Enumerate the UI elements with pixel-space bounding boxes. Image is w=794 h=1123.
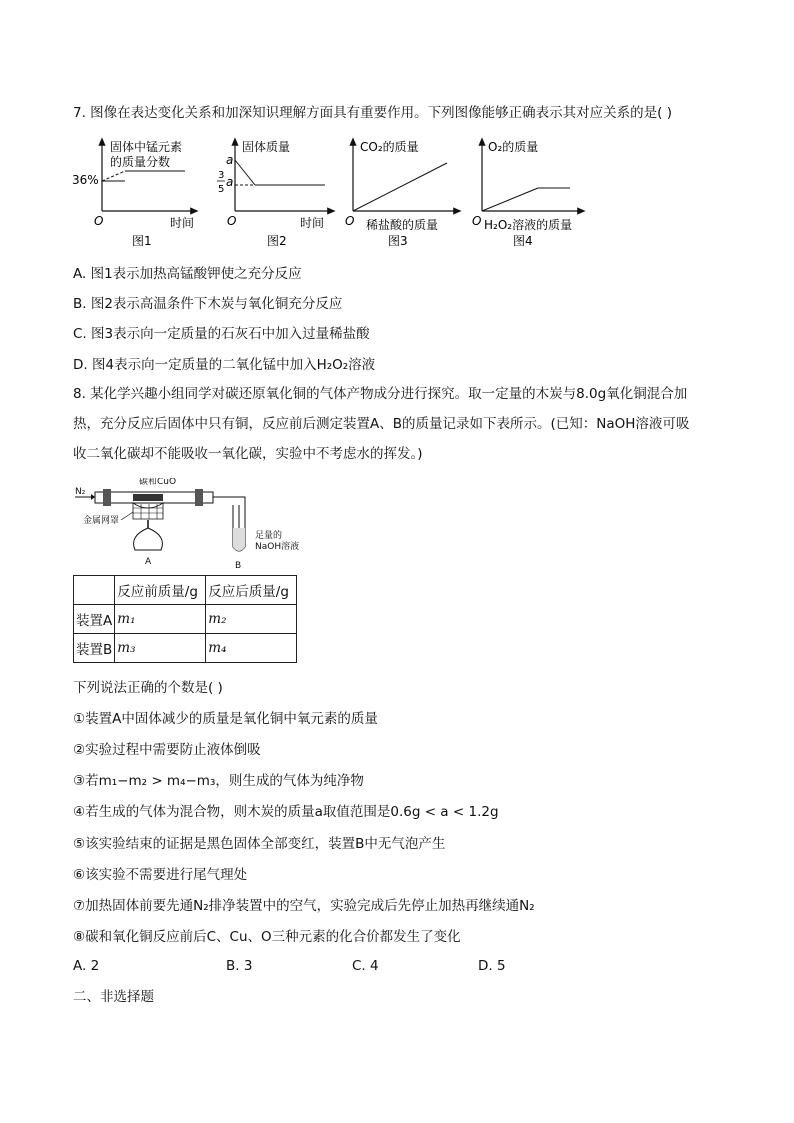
fig4-rise-line xyxy=(482,188,538,211)
table-row xyxy=(74,634,297,663)
label-a: A xyxy=(145,557,152,567)
statement-7: ⑦加热固体前要先通N₂排净装置中的空气，实验完成后先停止加热再继续通N₂ xyxy=(73,898,535,914)
section-heading: 二、非选择题 xyxy=(73,989,154,1005)
table-cell: m₃ xyxy=(115,634,206,663)
mass-table xyxy=(73,575,297,663)
alcohol-lamp xyxy=(134,528,163,550)
fig1-origin: O xyxy=(94,214,104,228)
statement-8: ⑧碳和氧化铜反应前后C、Cu、O三种元素的化合价都发生了变化 xyxy=(73,929,461,945)
question-8-line-2: 热，充分反应后固体中只有铜，反应前后测定装置A、B的质量记录如下表所示。(已知：NaOH溶液可吸 xyxy=(73,416,690,432)
q7-option-b: B. 图2表示高温条件下木炭与氧化铜充分反应 xyxy=(73,296,343,312)
fig2-frac-a: a xyxy=(226,175,234,189)
fig2-origin: O xyxy=(227,214,237,228)
question-8-line-1: 8. 某化学兴趣小组同学对碳还原氧化铜的气体产物成分进行探究。取一定量的木炭与8.0g氧化铜混合加 xyxy=(73,386,688,402)
q7-option-d: D. 图4表示向一定质量的二氧化锰中加入H₂O₂溶液 xyxy=(73,357,376,373)
table-header-row xyxy=(74,576,297,605)
figure-4 xyxy=(472,139,582,248)
naoh-label-1: 足量的 xyxy=(255,531,283,541)
fig1-ylabel-1: 固体中锰元素 xyxy=(110,140,183,154)
fig2-frac-num: 3 xyxy=(218,170,225,181)
statement-1: ①装置A中固体减少的质量是氧化铜中氧元素的质量 xyxy=(73,711,378,727)
fig2-ylabel: 固体质量 xyxy=(242,140,291,154)
statement-6: ⑥该实验不需要进行尾气理处 xyxy=(73,867,248,883)
table-cell: m₄ xyxy=(206,634,297,663)
question-7-stem: 7. 图像在表达变化关系和加深知识理解方面具有重要作用。下列图像能够正确表示其对应关系的是( ) xyxy=(73,105,672,121)
table-cell: m₂ xyxy=(206,605,297,634)
answer-a: A. 2 xyxy=(73,958,100,974)
top-label: 碳和CuO xyxy=(139,478,177,487)
fig4-origin: O xyxy=(472,214,482,228)
fig2-frac-den: 5 xyxy=(218,184,225,195)
apparatus-diagram xyxy=(73,478,333,570)
answer-b: B. 3 xyxy=(226,958,253,974)
table-cell: 装置B xyxy=(74,634,115,663)
fig3-ylabel: CO₂的质量 xyxy=(360,140,419,154)
mesh-cover xyxy=(133,503,163,519)
fig2-drop-line xyxy=(235,160,255,185)
fig2-tick-a: a xyxy=(226,153,234,167)
table-cell: m₁ xyxy=(115,605,206,634)
figure-3 xyxy=(345,139,458,248)
table-header-cell: 反应前质量/g xyxy=(115,576,206,605)
fig2-xlabel: 时间 xyxy=(300,216,325,230)
fig4-xlabel: H₂O₂溶液的质量 xyxy=(484,218,573,232)
fig2-caption: 图2 xyxy=(267,234,287,248)
statement-2: ②实验过程中需要防止液体倒吸 xyxy=(73,742,261,758)
figure-2 xyxy=(217,139,332,248)
q8-prompt: 下列说法正确的个数是( ) xyxy=(73,680,223,696)
fig1-caption: 图1 xyxy=(132,234,152,248)
statement-3: ③若m₁−m₂ > m₄−m₃，则生成的气体为纯净物 xyxy=(73,773,364,789)
fig3-caption: 图3 xyxy=(388,234,408,248)
fig1-ylabel-2: 的质量分数 xyxy=(110,155,171,169)
fig4-ylabel: O₂的质量 xyxy=(488,140,539,154)
table-cell: 装置A xyxy=(74,605,115,634)
fig3-xlabel: 稀盐酸的质量 xyxy=(366,218,439,232)
mesh-label: 金属网罩 xyxy=(83,516,120,526)
n2-label: N₂ xyxy=(75,487,86,497)
naoh-solution xyxy=(233,528,245,551)
n2-arrow-head xyxy=(91,494,95,500)
fig3-line xyxy=(353,163,447,211)
fig3-origin: O xyxy=(345,214,355,228)
figure-1 xyxy=(72,139,195,248)
naoh-label-2: NaOH溶液 xyxy=(255,542,300,552)
fig1-xlabel: 时间 xyxy=(170,216,195,230)
question-7-figures xyxy=(70,133,590,251)
table-row xyxy=(74,605,297,634)
q7-option-c: C. 图3表示向一定质量的石灰石中加入过量稀盐酸 xyxy=(73,326,370,342)
statement-5: ⑤该实验结束的证据是黑色固体全部变红，装置B中无气泡产生 xyxy=(73,836,446,852)
table-header-cell xyxy=(74,576,115,605)
carbon-cuo xyxy=(133,494,163,501)
question-8-line-3: 收二氧化碳却不能吸收一氧化碳，实验中不考虑水的挥发。) xyxy=(73,446,423,462)
stopper-left xyxy=(103,489,111,506)
answer-d: D. 5 xyxy=(478,958,506,974)
label-b: B xyxy=(235,561,242,570)
table-header-cell: 反应后质量/g xyxy=(206,576,297,605)
fig4-caption: 图4 xyxy=(513,234,533,248)
statement-4: ④若生成的气体为混合物，则木炭的质量a取值范围是0.6g < a < 1.2g xyxy=(73,804,499,820)
stopper-right xyxy=(195,489,203,506)
fig1-rise-line xyxy=(102,171,125,181)
fig1-yvalue: 36% xyxy=(72,173,99,187)
q7-option-a: A. 图1表示加热高锰酸钾使之充分反应 xyxy=(73,266,302,282)
answer-c: C. 4 xyxy=(352,958,379,974)
